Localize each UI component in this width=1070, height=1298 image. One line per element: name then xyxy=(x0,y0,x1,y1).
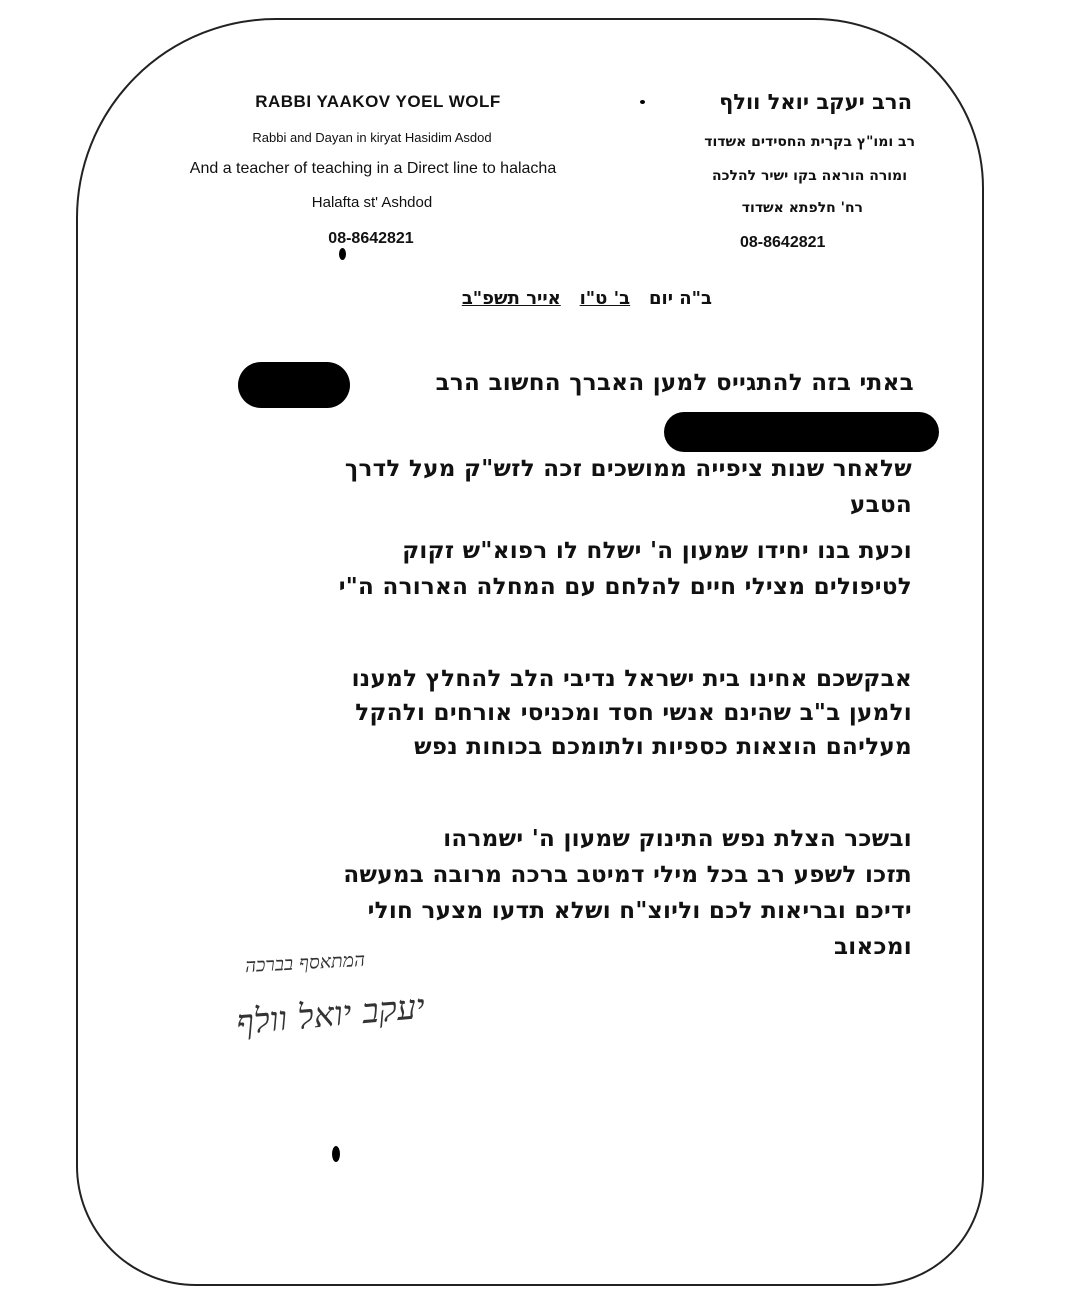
date-line xyxy=(462,288,712,309)
body-line-8: מעליהם הוצאות כספיות ולתומכם בכוחות נפש xyxy=(414,734,912,760)
body-line-7: ולמען ב"ב שהינם אנשי חסד ומכניסי אורחים ולהקל xyxy=(355,700,912,726)
body-line-2: שלאחר שנות ציפייה ממושכים זכה לזש"ק מעל לדרך xyxy=(344,456,912,482)
header-en-position: Rabbi and Dayan in kiryat Hasidim Asdod xyxy=(252,130,492,145)
redaction-mark xyxy=(664,412,939,452)
signature-name: יעקב יואל וולף xyxy=(234,986,427,1044)
header-he-name: הרב יעקב יואל וולף xyxy=(719,90,912,114)
body-line-5: לטיפולים מצילי חיים להלחם עם המחלה הארורה ה"י xyxy=(338,574,912,600)
header-he-address: רח' חלפתא אשדוד xyxy=(741,200,863,216)
signature-closing: המתאסף בברכה xyxy=(244,948,366,978)
header-en-name: RABBI YAAKOV YOEL WOLF xyxy=(255,92,501,111)
body-line-12: ומכאוב xyxy=(833,934,912,960)
body-line-3: הטבע xyxy=(850,492,912,518)
header-en-phone: 08-8642821 xyxy=(328,230,414,247)
date-prefix: ב"ה יום xyxy=(649,288,712,309)
date-month-year: אייר תשפ"ב xyxy=(461,288,561,309)
scan-speck xyxy=(332,1146,340,1162)
body-line-6: אבקשכם אחינו בית ישראל נדיבי הלב להחלץ למענו xyxy=(351,666,912,692)
scan-speck xyxy=(339,248,346,260)
header-he-position: רב ומו"ץ בקרית החסידים אשדוד xyxy=(704,134,915,150)
header-he-teacher: ומורה הוראה בקו ישיר להלכה xyxy=(712,168,907,184)
body-line-9: ובשכר הצלת נפש התינוק שמעון ה' ישמרהו xyxy=(443,826,912,852)
body-line-1: באתי בזה להתגייס למען האברך החשוב הרב xyxy=(435,370,914,396)
header-en-teacher: And a teacher of teaching in a Direct line to halacha xyxy=(189,160,557,177)
header-en-address: Halafta st' Ashdod xyxy=(311,194,433,211)
body-line-4: וכעת בנו יחידו שמעון ה' ישלח לו רפוא"ש זקוק xyxy=(402,538,912,564)
redaction-mark xyxy=(238,362,350,408)
header-he-phone: 08-8642821 xyxy=(740,234,826,251)
body-line-11: ידיכם ובריאות לכם וליוצ"ח ושלא תדעו מצער חולי xyxy=(367,898,912,924)
body-line-10: תזכו לשפע רב בכל מילי דמיטב ברכה מרובה במעשה xyxy=(343,862,912,888)
scan-speck xyxy=(640,100,645,104)
date-day: ב' ט"ו xyxy=(579,288,631,309)
